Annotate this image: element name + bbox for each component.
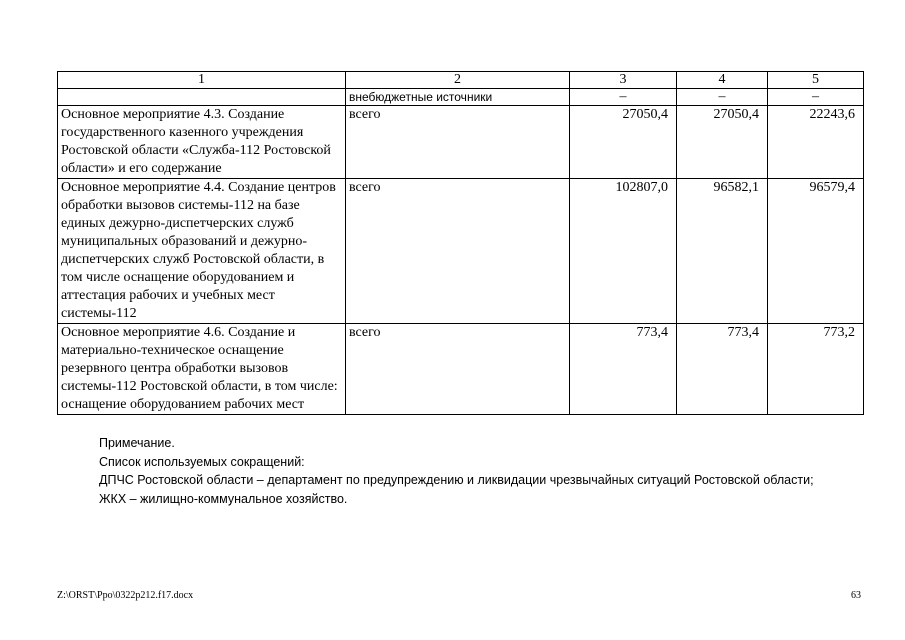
header-col-5: 5 (768, 72, 864, 89)
note-title: Примечание. (99, 436, 175, 450)
budget-table (57, 71, 864, 415)
activity-cell: Основное мероприятие 4.6. Создание и материально-техническое оснащение резервного центра обработки вызовов системы-112 Ростовской области, в том числе: оснащение оборудованием рабочих мест (58, 324, 346, 415)
header-col-3: 3 (570, 72, 677, 89)
value-col-4: – (677, 89, 768, 106)
funding-type-cell: внебюджетные источники (346, 89, 570, 106)
file-path: Z:\ORST\Ppo\0322p212.f17.docx (57, 590, 194, 601)
page-number: 63 (851, 590, 861, 601)
funding-type-cell: всего (346, 106, 570, 179)
value-col-5: 773,2 (768, 324, 864, 415)
value-col-3: 102807,0 (570, 179, 677, 324)
value-col-4: 773,4 (677, 324, 768, 415)
value-col-5: – (768, 89, 864, 106)
value-col-4: 96582,1 (677, 179, 768, 324)
activity-cell (58, 89, 346, 106)
note-block (99, 434, 814, 508)
table-row (58, 324, 864, 415)
header-col-4: 4 (677, 72, 768, 89)
table-row (58, 89, 864, 106)
abbreviations-title: Список используемых сокращений: (99, 454, 305, 469)
funding-type-cell: всего (346, 324, 570, 415)
header-col-2: 2 (346, 72, 570, 89)
header-col-1: 1 (58, 72, 346, 89)
value-col-5: 22243,6 (768, 106, 864, 179)
funding-type-cell: всего (346, 179, 570, 324)
table-header-row (58, 72, 864, 89)
abbreviation-item: ДПЧС Ростовской области – департамент по предупреждению и ликвидации чрезвычайных ситуаций Ростовской области; (99, 473, 814, 487)
value-col-3: 27050,4 (570, 106, 677, 179)
abbreviation-item: ЖКХ – жилищно-коммунальное хозяйство. (99, 491, 348, 506)
table-row (58, 106, 864, 179)
activity-cell: Основное мероприятие 4.4. Создание центров обработки вызовов системы-112 на базе единых дежурно-диспетчерских служб муниципальных образований и дежурно-диспетчерских служб Ростовской области, в том числе оснащение оборудованием и аттестация рабочих и учебных мест системы-112 (58, 179, 346, 324)
value-col-4: 27050,4 (677, 106, 768, 179)
table-row (58, 179, 864, 324)
value-col-3: – (570, 89, 677, 106)
value-col-3: 773,4 (570, 324, 677, 415)
activity-cell: Основное мероприятие 4.3. Создание государственного казенного учреждения Ростовской области «Служба-112 Ростовской области» и его содержание (58, 106, 346, 179)
value-col-5: 96579,4 (768, 179, 864, 324)
